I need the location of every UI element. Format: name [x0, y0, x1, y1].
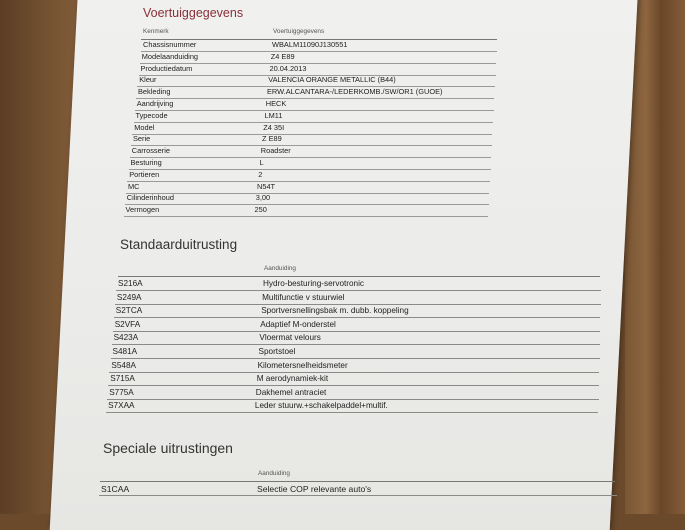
vehicle-row-value: 3,00: [255, 193, 271, 203]
equipment-description: Sportversnellingsbak m. dubb. koppeling: [261, 306, 409, 316]
equipment-code: S216A: [118, 279, 143, 288]
vehicle-row-value: ERW.ALCANTARA-/LEDERKOMB./SW/OR1 (GUOE): [267, 87, 443, 97]
wood-background-right: [625, 0, 685, 514]
vehicle-row-label: Productiedatum: [140, 63, 193, 73]
vehicle-row-value: HECK: [265, 99, 287, 108]
vehicle-row-value: WBALM11090J130551: [272, 40, 348, 49]
vehicle-row-label: Besturing: [130, 158, 162, 167]
vehicle-row-value: Roadster: [260, 146, 291, 156]
standard-equipment-row: [109, 359, 599, 373]
equipment-code: S1CAA: [101, 484, 130, 494]
standard-equipment-row: [107, 386, 598, 400]
equipment-code: S249A: [116, 292, 142, 302]
equipment-description: Adaptief M-onderstel: [260, 319, 336, 329]
vehicle-row-value: 20.04.2013: [269, 63, 307, 73]
equipment-description: Leder stuurw.+schakelpaddel+multif.: [254, 401, 388, 411]
vehicle-data-title: Voertuiggegevens: [143, 6, 244, 20]
vehicle-row-value: Z E89: [262, 134, 282, 144]
vehicle-row-label: Aandrijving: [136, 99, 174, 108]
equipment-description: Kilometersnelheidsmeter: [257, 360, 348, 370]
vehicle-header-col2: Voertuiggegevens: [273, 28, 325, 35]
vehicle-row-value: Z4 E89: [270, 51, 295, 61]
standard-equipment-row: [112, 331, 600, 345]
equipment-description: Hydro-besturing-servotronic: [263, 279, 365, 288]
equipment-code: S548A: [111, 360, 136, 370]
equipment-code: S481A: [112, 347, 138, 356]
vehicle-row-label: Bekleding: [138, 87, 171, 97]
equipment-code: S423A: [113, 333, 139, 343]
standard-equipment-row: [106, 399, 598, 413]
vehicle-row-value: LM11: [264, 110, 283, 120]
equipment-code: S2VFA: [114, 319, 141, 329]
vehicle-row-value: L: [259, 158, 264, 167]
equipment-code: S715A: [110, 374, 135, 384]
vehicle-row-value: 250: [254, 205, 267, 215]
standard-equipment-row: [115, 291, 601, 305]
vehicle-row-label: Serie: [133, 134, 151, 144]
equipment-description: Selectie COP relevante auto's: [257, 484, 372, 494]
equipment-description: Vloermat velours: [259, 333, 321, 343]
vehicle-row-label: Vermogen: [125, 205, 160, 215]
vehicle-row-label: Carrosserie: [131, 146, 170, 156]
equipment-description: Multifunctie v stuurwiel: [262, 292, 345, 302]
equipment-code: S7XAA: [108, 401, 135, 411]
equipment-description: Dakhemel antraciet: [255, 387, 327, 397]
vehicle-row-label: Modelaanduiding: [141, 51, 199, 61]
special-equipment-title: Speciale uitrustingen: [103, 440, 233, 456]
vehicle-row-label: Kleur: [139, 75, 157, 85]
equipment-description: M aerodynamiek-kit: [256, 374, 329, 384]
special-header-col2: Aanduiding: [258, 470, 290, 477]
standard-equipment-row: [114, 304, 601, 318]
vehicle-row-value: 2: [258, 169, 263, 179]
standard-header-col2: Aanduiding: [264, 265, 296, 272]
vehicle-row-label: Portieren: [129, 169, 160, 179]
equipment-code: S2TCA: [115, 306, 143, 316]
vehicle-row-label: Chassisnummer: [143, 40, 197, 49]
vehicle-row: [124, 204, 488, 217]
vehicle-row-value: Z4 35I: [263, 122, 285, 132]
vehicle-row-label: Cilinderinhoud: [126, 193, 174, 203]
special-equipment-row: [99, 482, 617, 496]
vehicle-row-value: N54T: [257, 181, 276, 191]
vehicle-row-label: Typecode: [135, 110, 168, 120]
standard-header-row: [118, 264, 600, 277]
vehicle-row-label: MC: [128, 181, 140, 191]
vehicle-header-col1: Kenmerk: [143, 28, 169, 35]
standard-equipment-row: [116, 277, 601, 291]
vehicle-row-value: VALENCIA ORANGE METALLIC (B44): [268, 75, 396, 85]
vehicle-row-label: Model: [134, 122, 155, 132]
standard-equipment-title: Standaarduitrusting: [120, 237, 238, 252]
equipment-code: S775A: [109, 387, 134, 397]
special-header-row: [100, 469, 615, 482]
standard-equipment-row: [111, 345, 600, 359]
standard-equipment-row: [108, 372, 599, 386]
equipment-description: Sportstoel: [258, 347, 296, 356]
standard-equipment-row: [113, 318, 600, 332]
